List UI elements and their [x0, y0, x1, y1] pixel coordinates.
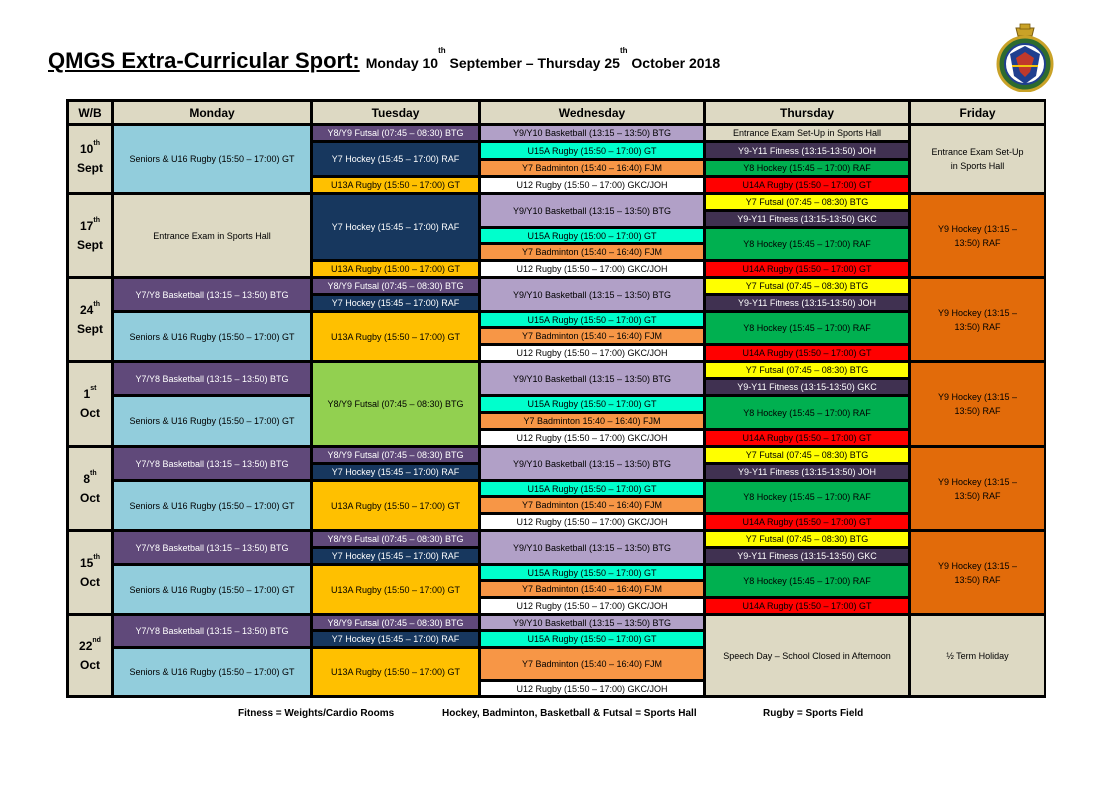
week-label [80, 385, 100, 423]
activity-cell: Y7 Futsal (07:45 – 08:30) BTG [705, 278, 909, 294]
activity-cell: Y9/Y10 Basketball (13:15 – 13:50) BTG [480, 531, 704, 564]
title-date-range [365, 46, 721, 71]
activity-cell: U12 Rugby (15:50 – 17:00) GKC/JOH [480, 261, 704, 277]
activity-cell: Seniors & U16 Rugby (15:50 – 17:00) GT [113, 125, 311, 193]
column-header-wednesday: Wednesday [480, 101, 704, 124]
activity-cell: U12 Rugby (15:50 – 17:00) GKC/JOH [480, 345, 704, 361]
week-label [77, 301, 103, 339]
activity-cell: U13A Rugby (15:50 – 17:00) GT [312, 481, 479, 530]
activity-cell: Speech Day – School Closed in Afternoon [705, 615, 909, 696]
activity-cell: Y9-Y11 Fitness (13:15-13:50) JOH [705, 295, 909, 311]
page-title [48, 48, 720, 74]
activity-cell: U15A Rugby (15:50 – 17:00) GT [480, 565, 704, 580]
week-day-suffix: st [90, 385, 97, 392]
activity-cell: Y8/Y9 Futsal (07:45 – 08:30) BTG [312, 531, 479, 547]
activity-cell: U13A Rugby (15:50 – 17:00) GT [312, 312, 479, 361]
legend-sports-hall: Hockey, Badminton, Basketball & Futsal = Sports Hall [442, 708, 697, 719]
column-header-friday: Friday [910, 101, 1045, 124]
week-beginning-17-sept [68, 194, 112, 277]
activity-cell: Y8 Hockey (15:45 – 17:00) RAF [705, 396, 909, 429]
activity-cell: Y9-Y11 Fitness (13:15-13:50) GKC [705, 548, 909, 564]
activity-cell: Y9 Hockey (13:15 – 13:50) RAF [910, 362, 1045, 446]
activity-cell: Y9/Y10 Basketball (13:15 – 13:50) BTG [480, 615, 704, 630]
activity-cell: Y9-Y11 Fitness (13:15-13:50) GKC [705, 211, 909, 227]
title-sub-c: October 2018 [627, 55, 721, 71]
week-month: Oct [79, 406, 100, 420]
activity-cell: Y7/Y8 Basketball (13:15 – 13:50) BTG [113, 278, 311, 311]
activity-cell: U12 Rugby (15:50 – 17:00) GKC/JOH [480, 430, 704, 446]
week-day: 22 [79, 638, 93, 653]
activity-cell: U14A Rugby (15:50 – 17:00) GT [705, 430, 909, 446]
location-legend [66, 708, 1046, 724]
activity-cell: Y9/Y10 Basketball (13:15 – 13:50) BTG [480, 278, 704, 311]
activity-cell: Y8 Hockey (15:45 – 17:00) RAF [705, 228, 909, 260]
activity-cell: Y7 Hockey (15:45 – 17:00) RAF [312, 631, 479, 647]
activity-cell: Seniors & U16 Rugby (15:50 – 17:00) GT [113, 312, 311, 361]
week-day: 17 [80, 218, 94, 233]
week-label [77, 217, 103, 255]
week-beginning-15-oct [68, 531, 112, 614]
activity-cell: Y9 Hockey (13:15 – 13:50) RAF [910, 447, 1045, 530]
activity-cell: U15A Rugby (15:50 – 17:00) GT [480, 312, 704, 327]
week-day-suffix: th [93, 140, 100, 147]
activity-cell: Y7 Badminton 15:40 – 16:40) FJM [480, 413, 704, 429]
week-day: 1 [83, 387, 91, 401]
week-day-suffix: th [90, 469, 97, 477]
activity-cell: U14A Rugby (15:50 – 17:00) GT [705, 514, 909, 530]
week-label [77, 140, 103, 178]
week-label [79, 637, 101, 675]
activity-cell: Seniors & U16 Rugby (15:50 – 17:00) GT [113, 565, 311, 614]
activity-cell: U12 Rugby (15:50 – 17:00) GKC/JOH [480, 681, 704, 696]
activity-cell: Seniors & U16 Rugby (15:50 – 17:00) GT [113, 648, 311, 696]
activity-cell: U13A Rugby (15:50 – 17:00) GT [312, 648, 479, 696]
activity-cell: Entrance Exam Set-Up in Sports Hall [910, 125, 1045, 193]
activity-cell: Y9/Y10 Basketball (13:15 – 13:50) BTG [480, 362, 704, 395]
activity-cell: Y9/Y10 Basketball (13:15 – 13:50) BTG [480, 194, 704, 227]
activity-cell: Y8 Hockey (15:45 – 17:00) RAF [705, 312, 909, 344]
week-beginning-24-sept [68, 278, 112, 361]
activity-cell: U15A Rugby (15:00 – 17:00) GT [480, 228, 704, 243]
week-label [80, 470, 100, 508]
legend-fitness: Fitness = Weights/Cardio Rooms [238, 708, 395, 719]
activity-cell: Y7 Badminton (15:40 – 16:40) FJM [480, 328, 704, 344]
activity-cell: Y7 Badminton (15:40 – 16:40) FJM [480, 244, 704, 260]
activity-cell: Y7/Y8 Basketball (13:15 – 13:50) BTG [113, 615, 311, 647]
activity-cell: Y7 Hockey (15:45 – 17:00) RAF [312, 464, 479, 480]
week-day-suffix: th [93, 216, 100, 224]
activity-cell: Y8/Y9 Futsal (07:45 – 08:30) BTG [312, 362, 479, 446]
week-label [80, 554, 100, 592]
activity-cell: Y7 Hockey (15:45 – 17:00) RAF [312, 548, 479, 564]
activity-cell: Y7 Futsal (07:45 – 08:30) BTG [705, 362, 909, 378]
activity-cell: U14A Rugby (15:50 – 17:00) GT [705, 598, 909, 614]
week-day: 10 [80, 142, 94, 156]
activity-cell: U14A Rugby (15:50 – 17:00) GT [705, 345, 909, 361]
activity-cell: Y9/Y10 Basketball (13:15 – 13:50) BTG [480, 125, 704, 141]
activity-cell: U13A Rugby (15:50 – 17:00) GT [312, 565, 479, 614]
title-sub-b: September – Thursday 25 [445, 55, 620, 71]
activity-cell: Y8 Hockey (15:45 – 17:00) RAF [705, 160, 909, 176]
activity-cell: Y8/Y9 Futsal (07:45 – 08:30) BTG [312, 447, 479, 463]
activity-cell: Y7 Futsal (07:45 – 08:30) BTG [705, 531, 909, 547]
week-month: Sept [76, 321, 103, 336]
week-day-suffix: th [93, 553, 100, 561]
activity-cell: Y7 Badminton (15:40 – 16:40) FJM [480, 581, 704, 597]
title-main: QMGS Extra-Curricular Sport: [48, 48, 360, 73]
week-month: Oct [79, 574, 100, 589]
activity-cell: Y7/Y8 Basketball (13:15 – 13:50) BTG [113, 447, 311, 480]
week-day-suffix: th [93, 300, 100, 308]
activity-cell: U14A Rugby (15:50 – 17:00) GT [705, 177, 909, 193]
week-day-suffix: nd [92, 636, 101, 644]
activity-cell: Y7 Hockey (15:45 – 17:00) RAF [312, 295, 479, 311]
activity-cell: U12 Rugby (15:50 – 17:00) GKC/JOH [480, 177, 704, 193]
legend-sports-field: Rugby = Sports Field [763, 708, 864, 719]
week-beginning-10-sept [68, 125, 112, 193]
activity-cell: ½ Term Holiday [910, 615, 1045, 696]
activity-cell: Y7 Futsal (07:45 – 08:30) BTG [705, 447, 909, 463]
activity-cell: Y7 Badminton (15:40 – 16:40) FJM [480, 497, 704, 513]
activity-cell: Y8 Hockey (15:45 – 17:00) RAF [705, 565, 909, 597]
week-day: 24 [80, 302, 94, 317]
week-month: Sept [76, 161, 103, 175]
activity-cell: U12 Rugby (15:50 – 17:00) GKC/JOH [480, 598, 704, 614]
activity-cell: Y7 Hockey (15:45 – 17:00) RAF [312, 194, 479, 260]
activity-cell: Seniors & U16 Rugby (15:50 – 17:00) GT [113, 396, 311, 446]
title-sup-b: th [619, 46, 628, 55]
week-beginning-22-oct [68, 615, 112, 696]
activity-cell: U14A Rugby (15:50 – 17:00) GT [705, 261, 909, 277]
activity-cell: Seniors & U16 Rugby (15:50 – 17:00) GT [113, 481, 311, 530]
activity-cell: Y8/Y9 Futsal (07:45 – 08:30) BTG [312, 615, 479, 630]
activity-cell: Y8/Y9 Futsal (07:45 – 08:30) BTG [312, 125, 479, 141]
activity-cell: Y9 Hockey (13:15 – 13:50) RAF [910, 194, 1045, 277]
activity-cell: Y7 Badminton (15:40 – 16:40) FJM [480, 160, 704, 176]
activity-cell: Y9/Y10 Basketball (13:15 – 13:50) BTG [480, 447, 704, 480]
week-beginning-1-oct [68, 362, 112, 446]
week-month: Oct [79, 657, 100, 672]
week-day: 15 [80, 555, 94, 570]
activity-cell: Entrance Exam in Sports Hall [113, 194, 311, 277]
activity-cell: Y9-Y11 Fitness (13:15-13:50) JOH [705, 142, 909, 159]
activity-cell: U15A Rugby (15:50 – 17:00) GT [480, 631, 704, 647]
week-day: 8 [83, 471, 91, 486]
week-month: Oct [79, 490, 100, 505]
sport-timetable [66, 99, 1046, 698]
activity-cell: Y7 Hockey (15:45 – 17:00) RAF [312, 142, 479, 176]
activity-cell: Y8 Hockey (15:45 – 17:00) RAF [705, 481, 909, 513]
activity-cell: Y9-Y11 Fitness (13:15-13:50) JOH [705, 464, 909, 480]
activity-cell: Y9-Y11 Fitness (13:15-13:50) GKC [705, 379, 909, 395]
activity-cell: Y9 Hockey (13:15 – 13:50) RAF [910, 278, 1045, 361]
column-header-tuesday: Tuesday [312, 101, 479, 124]
column-header-thursday: Thursday [705, 101, 909, 124]
title-sup-a: th [438, 46, 446, 55]
activity-cell: Y7/Y8 Basketball (13:15 – 13:50) BTG [113, 531, 311, 564]
activity-cell: U15A Rugby (15:50 – 17:00) GT [480, 396, 704, 412]
activity-cell: U13A Rugby (15:00 – 17:00) GT [312, 261, 479, 277]
title-sub-a: Monday 10 [365, 55, 439, 71]
activity-cell: Y7 Badminton (15:40 – 16:40) FJM [480, 648, 704, 680]
activity-cell: Y7 Futsal (07:45 – 08:30) BTG [705, 194, 909, 210]
school-crest-icon [996, 22, 1054, 92]
week-beginning-8-oct [68, 447, 112, 530]
activity-cell: U13A Rugby (15:50 – 17:00) GT [312, 177, 479, 193]
column-header-wb: W/B [68, 101, 112, 124]
activity-cell: U15A Rugby (15:50 – 17:00) GT [480, 142, 704, 159]
activity-cell: Y8/Y9 Futsal (07:45 – 08:30) BTG [312, 278, 479, 294]
week-month: Sept [76, 237, 103, 252]
activity-cell: Entrance Exam Set-Up in Sports Hall [705, 125, 909, 141]
activity-cell: U15A Rugby (15:50 – 17:00) GT [480, 481, 704, 496]
activity-cell: Y7/Y8 Basketball (13:15 – 13:50) BTG [113, 362, 311, 395]
activity-cell: Y9 Hockey (13:15 – 13:50) RAF [910, 531, 1045, 614]
column-header-monday: Monday [113, 101, 311, 124]
activity-cell: U12 Rugby (15:50 – 17:00) GKC/JOH [480, 514, 704, 530]
